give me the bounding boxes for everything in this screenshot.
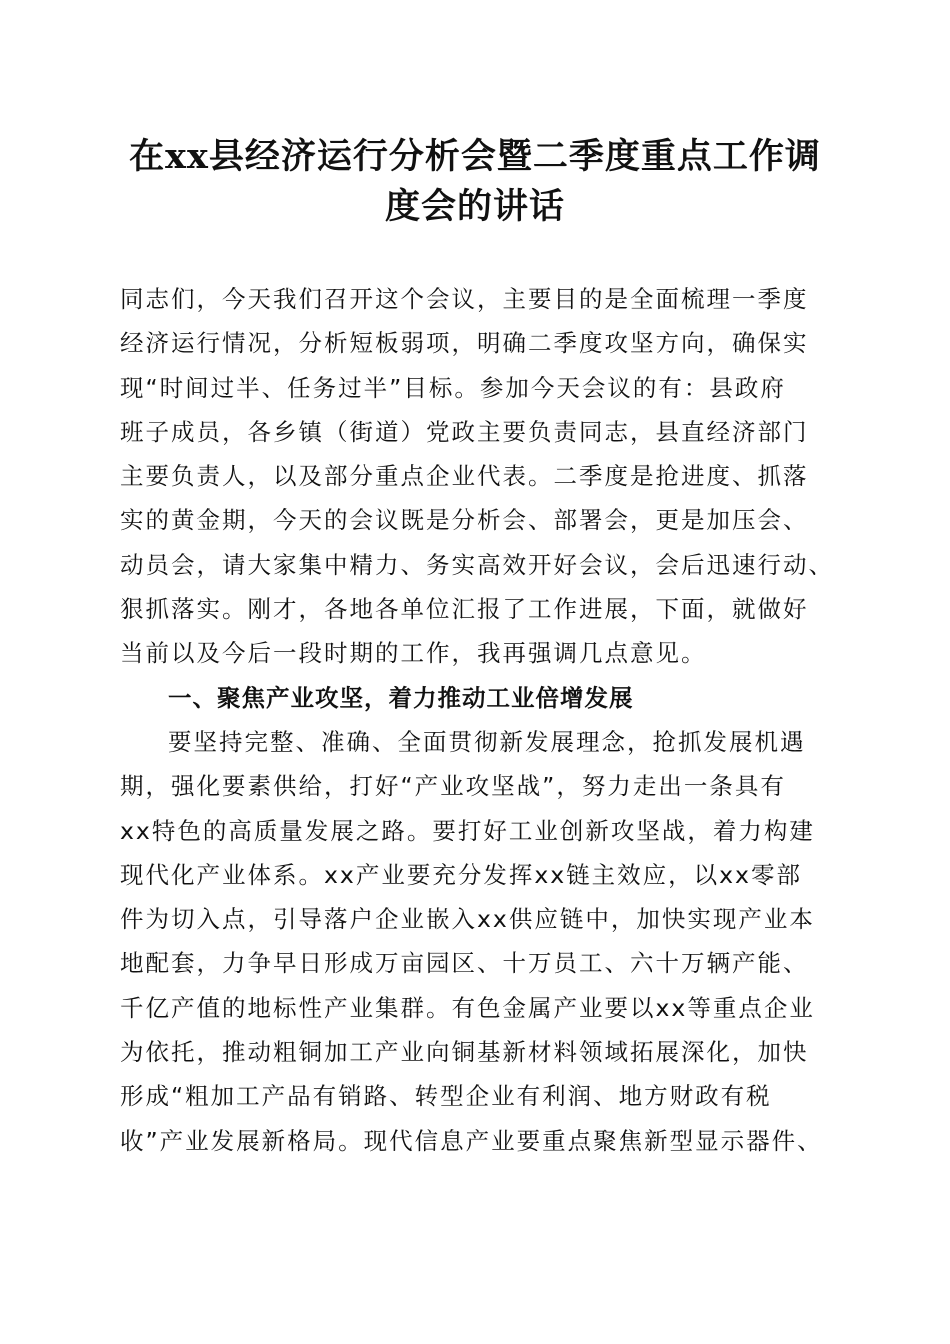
opening-paragraph-line: 动员会，请大家集中精力、务实高效开好会议，会后迅速行动、 <box>120 550 834 579</box>
document-title <box>100 132 850 232</box>
section-1-paragraph-line: 收”产业发展新格局。现代信息产业要重点聚焦新型显示器件、 <box>120 1126 823 1155</box>
opening-paragraph-line: 现“时间过半、任务过半”目标。参加今天会议的有：县政府 <box>120 373 786 402</box>
opening-paragraph-line: 当前以及今后一段时期的工作，我再强调几点意见。 <box>120 639 707 668</box>
title-line-2: 度会的讲话 <box>384 186 565 227</box>
opening-paragraph-line: 主要负责人，以及部分重点企业代表。二季度是抢进度、抓落 <box>120 462 809 491</box>
section-1-paragraph-line: xx特色的高质量发展之路。要打好工业创新攻坚战，着力构建 <box>120 816 815 845</box>
section-1-paragraph-line: 现代化产业体系。xx产业要充分发挥xx链主效应，以xx零部 <box>120 860 802 889</box>
section-1-paragraph-line: 件为切入点，引导落户企业嵌入xx供应链中，加快实现产业本 <box>120 905 815 934</box>
opening-paragraph-line: 狠抓落实。刚才，各地各单位汇报了工作进展，下面，就做好 <box>120 595 809 624</box>
opening-paragraph-line: 班子成员，各乡镇（街道）党政主要负责同志，县直经济部门 <box>120 417 809 446</box>
section-1-paragraph-line: 形成“粗加工产品有销路、转型企业有利润、地方财政有税 <box>120 1082 772 1111</box>
document-body <box>120 277 850 1163</box>
section-1-paragraph-line: 千亿产值的地标性产业集群。有色金属产业要以xx等重点企业 <box>120 993 815 1022</box>
section-1-paragraph-line: 地配套，力争早日形成万亩园区、十万员工、六十万辆产能、 <box>120 949 809 978</box>
opening-paragraph-line: 经济运行情况，分析短板弱项，明确二季度攻坚方向，确保实 <box>120 329 809 358</box>
section-1-heading: 一、聚焦产业攻坚，着力推动工业倍增发展 <box>168 683 634 712</box>
opening-paragraph-line: 同志们，今天我们召开这个会议，主要目的是全面梳理一季度 <box>120 285 809 313</box>
opening-paragraph-line: 实的黄金期，今天的会议既是分析会、部署会，更是加压会、 <box>120 506 809 535</box>
section-1-paragraph-line: 期，强化要素供给，打好“产业攻坚战”，努力走出一条具有 <box>120 772 786 801</box>
section-1-paragraph-line: 要坚持完整、准确、全面贯彻新发展理念，抢抓发展机遇 <box>168 727 806 756</box>
title-line-1: 在xx县经济运行分析会暨二季度重点工作调 <box>129 136 821 177</box>
section-1-paragraph-line: 为依托，推动粗铜加工产业向铜基新材料领域拓展深化，加快 <box>120 1038 809 1067</box>
